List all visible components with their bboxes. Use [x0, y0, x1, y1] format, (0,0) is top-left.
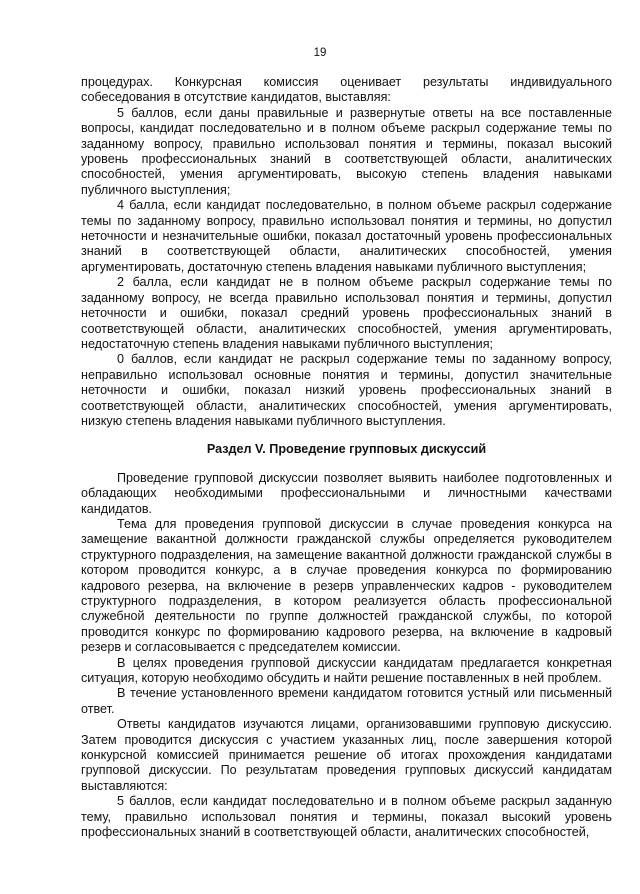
paragraph-score-2: 2 балла, если кандидат не в полном объеме раскрыл содержание темы по заданному вопросу, не всегда правильно использовал понятия и термины, допустил неточности и ошибки, показал средний уровень профессиональных знаний в соответствующей области, аналитических способностей, умения аргументировать, недостаточную степень владения навыками публичного выступления;: [81, 275, 612, 351]
paragraph-discussion-score-5: 5 баллов, если кандидат последовательно и в полном объеме раскрыл заданную тему, правильно использовал понятия и термины, показал высокий уровень профессиональных знаний в соответствующей области, аналитических способностей,: [81, 794, 612, 840]
paragraph-score-0: 0 баллов, если кандидат не раскрыл содержание темы по заданному вопросу, неправильно использовал основные понятия и термины, допустил значительные неточности и ошибки, показал низкий уровень профессиональных знаний в соответствующей области, аналитических способностей, умения аргументировать, низкую степень владения навыками публичного выступления.: [81, 352, 612, 428]
paragraph-discussion-topic: Тема для проведения групповой дискуссии в случае проведения конкурса на замещение вакантной должности гражданской службы определяется руководителем структурного подразделения, на замещение вакантной должности гражданской службы в котором проводится конкурс, а в случае проведения конкурса по формированию кадрового резерва, на включение в резерв управленческих кадров - руководителем структурного подразделения, в котором реализуется область профессиональной служебной деятельности по группе должностей гражданской службы, по которой проводится конкурс по формированию кадрового резерва, на включение в кадровый резерв и согласовывается с председателем комиссии.: [81, 516, 612, 655]
paragraph-discussion-time: В течение установленного времени кандидатом готовится устный или письменный ответ.: [81, 686, 612, 716]
paragraph-discussion-intro: Проведение групповой дискуссии позволяет выявить наиболее подготовленных и обладающих необходимыми профессиональными и личностными качествами кандидатов.: [81, 470, 612, 516]
section-title: Раздел V. Проведение групповых дискуссий: [206, 442, 487, 457]
paragraph-continuation: процедурах. Конкурсная комиссия оценивает результаты индивидуального собеседования в отсутствие кандидатов, выставляя:: [81, 75, 612, 105]
paragraph-discussion-evaluation: Ответы кандидатов изучаются лицами, организовавшими групповую дискуссию. Затем проводится дискуссия с участием указанных лиц, после завершения которой конкурсной комиссией принимается решение об итогах прохождения кандидатами групповой дискуссии. По результатам проведения групповых дискуссий кандидатам выставляются:: [81, 717, 612, 793]
paragraph-score-5: 5 баллов, если даны правильные и развернутые ответы на все поставленные вопросы, кандидат последовательно и в полном объеме раскрыл содержание темы по заданному вопросу, правильно использовал понятия и термины, показал высокий уровень профессиональных знаний в соответствующей области, аналитических способностей, умения аргументировать, высокую степень владения навыками публичного выступления;: [81, 105, 612, 197]
paragraph-score-4: 4 балла, если кандидат последовательно, в полном объеме раскрыл содержание темы по заданному вопросу, правильно использовал понятия и термины, но допустил неточности и незначительные ошибки, показал достаточный уровень профессиональных знаний в соответствующей области, аналитических способностей, умения аргументировать, достаточную степень владения навыками публичного выступления;: [81, 198, 612, 274]
paragraph-discussion-situation: В целях проведения групповой дискуссии кандидатам предлагается конкретная ситуация, которую необходимо обсудить и найти решение поставленных в ней проблем.: [81, 655, 612, 686]
page-content: [81, 75, 612, 841]
page-number: 19: [313, 47, 327, 59]
